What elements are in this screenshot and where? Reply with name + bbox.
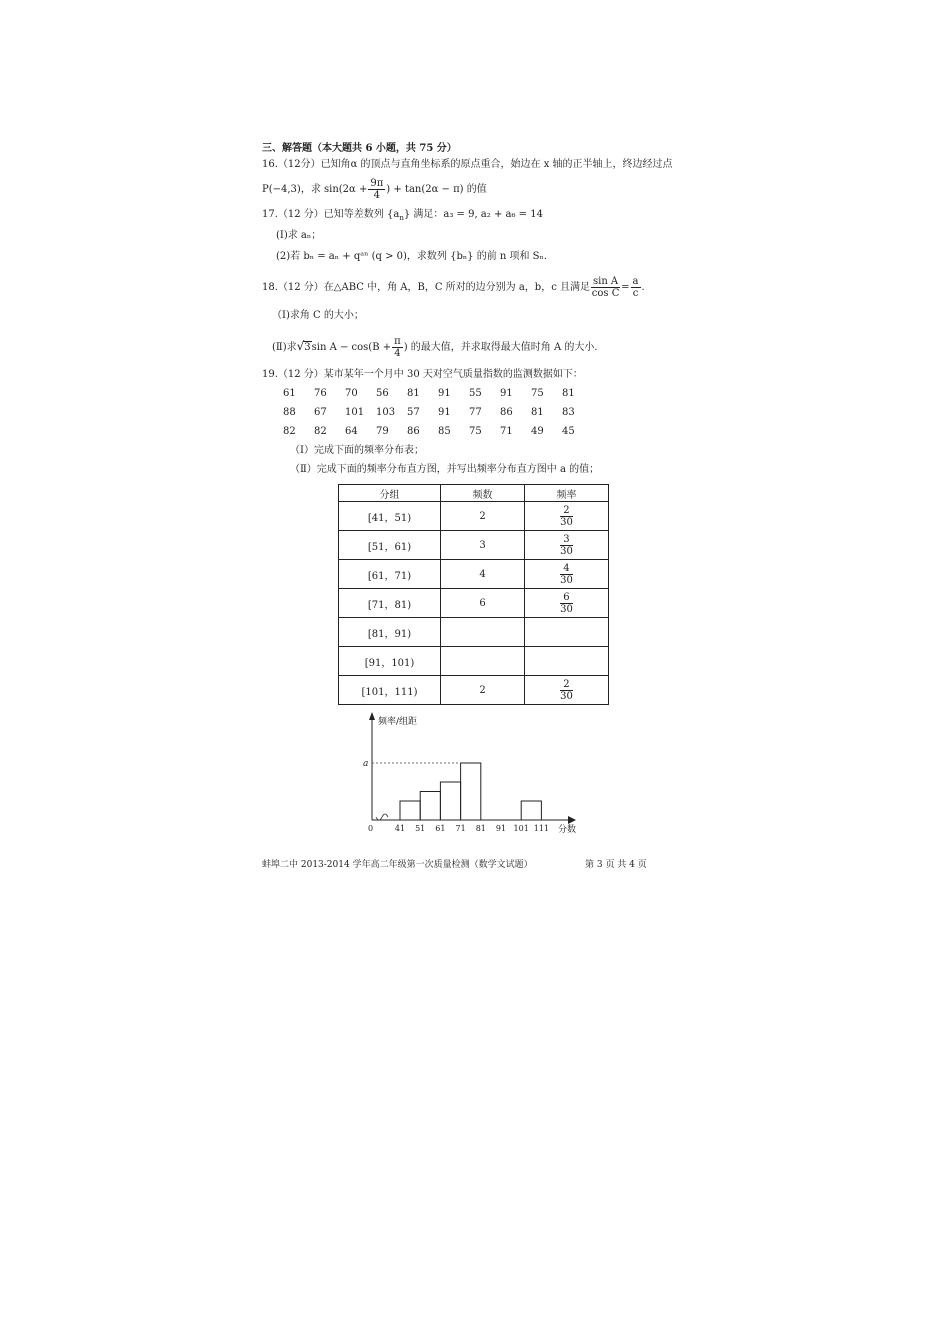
histogram-bar [461, 763, 481, 820]
q16-frac-den: 4 [373, 190, 381, 201]
fraction-denominator: 30 [560, 603, 573, 615]
axis-break-mark [376, 814, 388, 820]
group-cell: [101，111) [339, 676, 441, 705]
data-value: 85 [438, 426, 451, 437]
data-value: 64 [345, 426, 358, 437]
q19-part2: （Ⅱ）完成下面的频率分布直方图，并写出频率分布直方图中 a 的值； [290, 464, 600, 475]
data-value: 55 [469, 388, 482, 399]
data-value: 45 [562, 426, 575, 437]
fraction-numerator: 6 [560, 592, 573, 604]
frequency-fraction [560, 505, 573, 528]
table-header-row [339, 485, 609, 502]
data-value: 70 [345, 388, 358, 399]
frequency-fraction [560, 563, 573, 586]
frequency-cell[interactable] [525, 676, 609, 705]
q18-part2 [272, 336, 598, 359]
q19-line1: 19.（12 分）某市某年一个月中 30 天对空气质量指数的监测数据如下： [262, 369, 583, 380]
fraction-denominator: 30 [560, 690, 573, 702]
x-tick-label: 51 [415, 824, 426, 833]
frequency-cell[interactable] [525, 589, 609, 618]
data-value: 81 [562, 388, 575, 399]
data-value: 56 [376, 388, 389, 399]
count-cell[interactable]: 2 [441, 502, 525, 531]
group-cell: [71，81) [339, 589, 441, 618]
frequency-fraction [560, 679, 573, 702]
data-value: 86 [407, 426, 420, 437]
group-cell: [41，51) [339, 502, 441, 531]
data-value: 77 [469, 407, 482, 418]
q17-part1: (I)求 aₙ； [276, 230, 322, 241]
q19-data-row-1 [283, 388, 593, 400]
q18-period: . [641, 282, 645, 293]
group-cell: [91，101) [339, 647, 441, 676]
q16-point: P(−4,3) [262, 184, 301, 195]
frequency-cell[interactable] [525, 560, 609, 589]
fraction-denominator: 30 [560, 545, 573, 557]
q16-frac-num: 9π [370, 178, 384, 189]
y-axis-label: 频率/组距 [378, 717, 418, 727]
q19-data-row-2 [283, 407, 593, 419]
data-value: 101 [345, 407, 365, 418]
q18-equals: = [621, 282, 630, 293]
frequency-fraction [560, 592, 573, 615]
x-tick-label: 111 [533, 824, 550, 833]
q19-part1: （Ⅰ）完成下面的频率分布表； [290, 445, 424, 456]
count-cell[interactable]: 6 [441, 589, 525, 618]
data-value: 91 [438, 388, 451, 399]
sqrt-symbol: √ [296, 339, 305, 353]
table-row [339, 618, 609, 647]
x-tick-label: 61 [435, 824, 446, 833]
a-label: a [363, 759, 369, 769]
data-value: 75 [531, 388, 544, 399]
q17-line1 [262, 209, 543, 224]
histogram-bar [400, 801, 420, 820]
q18-part2-frac-num: π [394, 336, 401, 347]
data-value: 103 [376, 407, 396, 418]
q18-frac2-num: a [632, 276, 639, 287]
q18-part2-frac [392, 336, 403, 359]
origin-label: 0 [368, 824, 374, 833]
frequency-table [338, 484, 609, 705]
data-value: 82 [283, 426, 296, 437]
frequency-cell[interactable] [525, 618, 609, 647]
q16-ask-pre: ，求 sin(2α + [300, 184, 368, 195]
data-value: 88 [283, 407, 296, 418]
x-tick-label: 101 [513, 824, 529, 833]
fraction-numerator: 3 [560, 534, 573, 546]
q18-part2-frac-den: 4 [394, 348, 401, 359]
fraction-numerator: 2 [560, 505, 573, 517]
x-tick-label: 41 [394, 824, 406, 833]
count-cell[interactable] [441, 618, 525, 647]
count-cell[interactable]: 4 [441, 560, 525, 589]
data-value: 83 [562, 407, 575, 418]
q18-line1 [262, 276, 645, 299]
q16-line1: 16.（12分）已知角α 的顶点与直角坐标系的原点重合，始边在 x 轴的正半轴上，终边经过点 [262, 159, 673, 170]
table-row [339, 589, 609, 618]
data-value: 79 [376, 426, 389, 437]
q18-frac1-num: sin A [592, 276, 619, 287]
data-value: 81 [407, 388, 420, 399]
group-cell: [61，71) [339, 560, 441, 589]
x-axis-label: 分数 [558, 825, 577, 835]
data-value: 61 [283, 388, 296, 399]
group-cell: [51，61) [339, 531, 441, 560]
table-row [339, 531, 609, 560]
data-value: 91 [500, 388, 513, 399]
count-cell[interactable]: 3 [441, 531, 525, 560]
data-value: 82 [314, 426, 327, 437]
data-value: 86 [500, 407, 513, 418]
table-header: 频率 [525, 485, 609, 502]
frequency-cell[interactable] [525, 647, 609, 676]
footer-left: 蚌埠二中 2013-2014 学年高二年级第一次质量检测（数学文试题） [262, 860, 533, 870]
q18-line1-text: 18.（12 分）在△ABC 中，角 A，B，C 所对的边分别为 a，b，c 且满足 [262, 282, 590, 293]
q17-line1-sub: n [399, 214, 404, 222]
fraction-denominator: 30 [560, 574, 573, 586]
q18-part2-mid: sin A − cos(B + [311, 342, 392, 353]
fraction-numerator: 4 [560, 563, 573, 575]
table-header: 分组 [339, 485, 441, 502]
q18-part2-pre: (Ⅱ)求 [272, 342, 297, 353]
data-value: 49 [531, 426, 544, 437]
q16-fraction [368, 178, 385, 201]
data-value: 75 [469, 426, 482, 437]
q18-frac2-den: c [632, 288, 639, 299]
table-header: 频数 [441, 485, 525, 502]
q18-frac1 [591, 276, 620, 299]
q16-line2 [262, 178, 487, 201]
q17-line1-pre: 17.（12 分）已知等差数列 {a [262, 209, 400, 220]
histogram-bar [420, 792, 440, 821]
x-tick-label: 91 [495, 824, 507, 833]
section-title: 三、解答题（本大题共 6 小题，共 75 分） [262, 143, 457, 154]
frequency-histogram [340, 706, 600, 846]
frequency-cell[interactable] [525, 531, 609, 560]
table-row [339, 676, 609, 705]
x-tick-label: 71 [455, 824, 466, 833]
histogram-bar [440, 782, 460, 820]
q16-ask-post: ) + tan(2α − π) 的值 [386, 184, 487, 195]
q18-sqrt-value: 3 [304, 342, 311, 353]
q18-frac2 [631, 276, 641, 299]
table-row [339, 502, 609, 531]
group-cell: [81，91) [339, 618, 441, 647]
table-row [339, 560, 609, 589]
q18-frac1-den: cos C [591, 288, 620, 299]
data-value: 67 [314, 407, 327, 418]
count-cell[interactable] [441, 647, 525, 676]
data-value: 57 [407, 407, 420, 418]
q17-part2: (2)若 bₙ = aₙ + qᵃⁿ (q > 0)，求数列 {bₙ} 的前 n 项和 Sₙ． [276, 251, 554, 262]
q19-data-row-3 [283, 426, 593, 438]
q17-line1-post: } 满足：a₃ = 9, a₂ + a₆ = 14 [403, 209, 543, 220]
data-value: 91 [438, 407, 451, 418]
table-row [339, 647, 609, 676]
frequency-cell[interactable] [525, 502, 609, 531]
histogram-bar [521, 801, 541, 820]
count-cell[interactable]: 2 [441, 676, 525, 705]
q18-part2-post: ) 的最大值，并求取得最大值时角 A 的大小. [403, 342, 598, 353]
x-tick-label: 81 [475, 824, 486, 833]
y-axis-arrow [369, 712, 375, 720]
footer-right: 第 3 页 共 4 页 [585, 860, 647, 870]
data-value: 81 [531, 407, 544, 418]
frequency-fraction [560, 534, 573, 557]
data-value: 71 [500, 426, 513, 437]
fraction-numerator: 2 [560, 679, 573, 691]
fraction-denominator: 30 [560, 516, 573, 528]
x-axis-arrow [568, 816, 576, 824]
q18-part1: （Ⅰ)求角 C 的大小； [272, 310, 364, 321]
data-value: 76 [314, 388, 327, 399]
